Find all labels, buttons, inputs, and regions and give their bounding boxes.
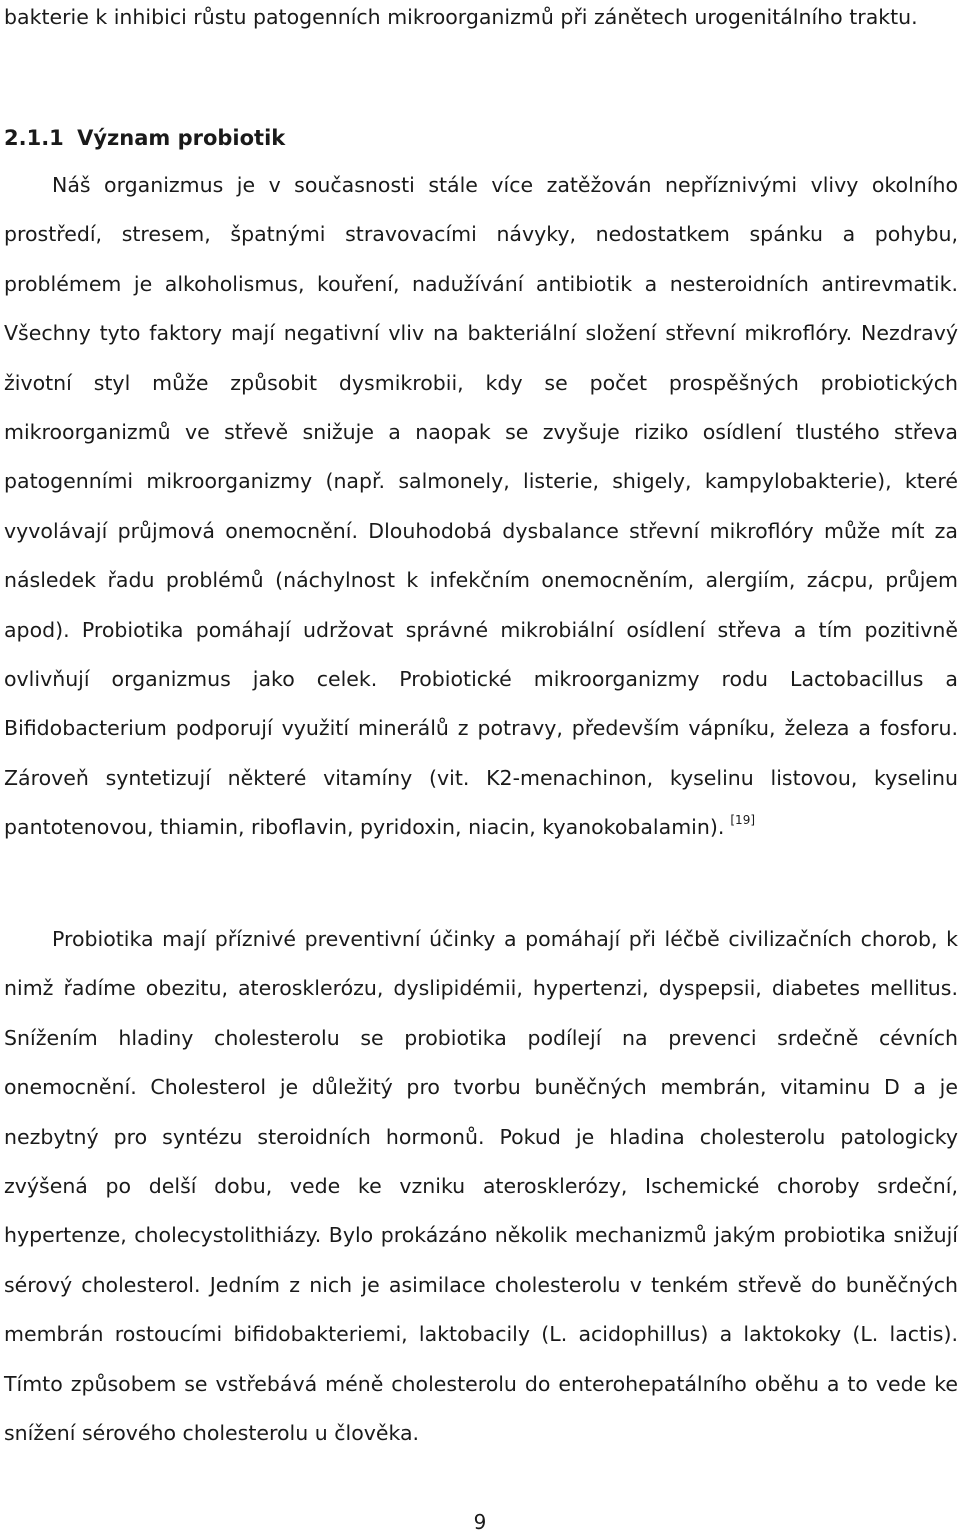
paragraph-significance-of-probiotics <box>4 161 958 853</box>
section-title: Význam probiotik <box>77 126 286 150</box>
intro-text: bakterie k inhibici růstu patogenních mikroorganizmů při zánětech urogenitálního traktu. <box>4 5 918 29</box>
page-number: 9 <box>473 1510 487 1534</box>
section-number: 2.1.1 <box>4 126 64 150</box>
section-heading <box>4 116 904 160</box>
intro-paragraph-fragment <box>4 0 958 42</box>
citation-reference: [19] <box>730 813 756 828</box>
paragraph-preventive-effects <box>4 915 958 1458</box>
paragraph-2-text: Probiotika mají příznivé preventivní účinky a pomáhají při léčbě civilizačních chorob, k nimž řadíme obezitu, aterosklerózu, dyslipidémii, hypertenzi, dyspepsii, diabetes mellitus. Snížením hladiny cholesterolu se probiotika podílejí na prevenci srdečně cévních onemocnění. Cholesterol je důležitý pro tvorbu buněčných membrán, vitaminu D a je nezbytný pro syntézu steroidních hormonů. Pokud je hladina cholesterolu patologicky zvýšená po delší dobu, vede ke vzniku aterosklerózy, Ischemické choroby srdeční, hypertenze, cholecystolithiázy. Bylo prokázáno několik mechanizmů jakým probiotika snižují sérový cholesterol. Jedním z nich je asimilace cholesterolu v tenkém střevě do buněčných membrán rostoucími bifidobakteriemi, laktobacily (L. acidophillus) a laktokoky (L. lactis). Tímto způsobem se vstřebává méně cholesterolu do enterohepatálního oběhu a to vede ke snížení sérového cholesterolu u člověka. <box>4 927 958 1446</box>
paragraph-1-text: Náš organizmus je v současnosti stále více zatěžován nepříznivými vlivy okolního prostředí, stresem, špatnými stravovacími návyky, nedostatkem spánku a pohybu, problémem je alkoholismus, kouření, nadužívání antibiotik a nesteroidních antirevmatik. Všechny tyto faktory mají negativní vliv na bakteriální složení střevní mikroflóry. Nezdravý životní styl může způsobit dysmikrobii, kdy se počet prospěšných probiotických mikroorganizmů ve střevě snižuje a naopak se zvyšuje riziko osídlení tlustého střeva patogenními mikroorganizmy (např. salmonely, listerie, shigely, kampylobakterie), které vyvolávají průjmová onemocnění. Dlouhodobá dysbalance střevní mikroflóry může mít za následek řadu problémů (náchylnost k infekčním onemocněním, alergiím, zácpu, průjem apod). Probiotika pomáhají udržovat správné mikrobiální osídlení střeva a tím pozitivně ovlivňují organizmus jako celek. Probiotické mikroorganizmy rodu Lactobacillus a Bifidobacterium podporují využití minerálů z potravy, především vápníku, železa a fosforu. Zároveň syntetizují některé vitamíny (vit. K2-menachinon, kyselinu listovou, kyselinu pantotenovou, thiamin, riboflavin, pyridoxin, niacin, kyanokobalamin). <box>4 173 958 840</box>
